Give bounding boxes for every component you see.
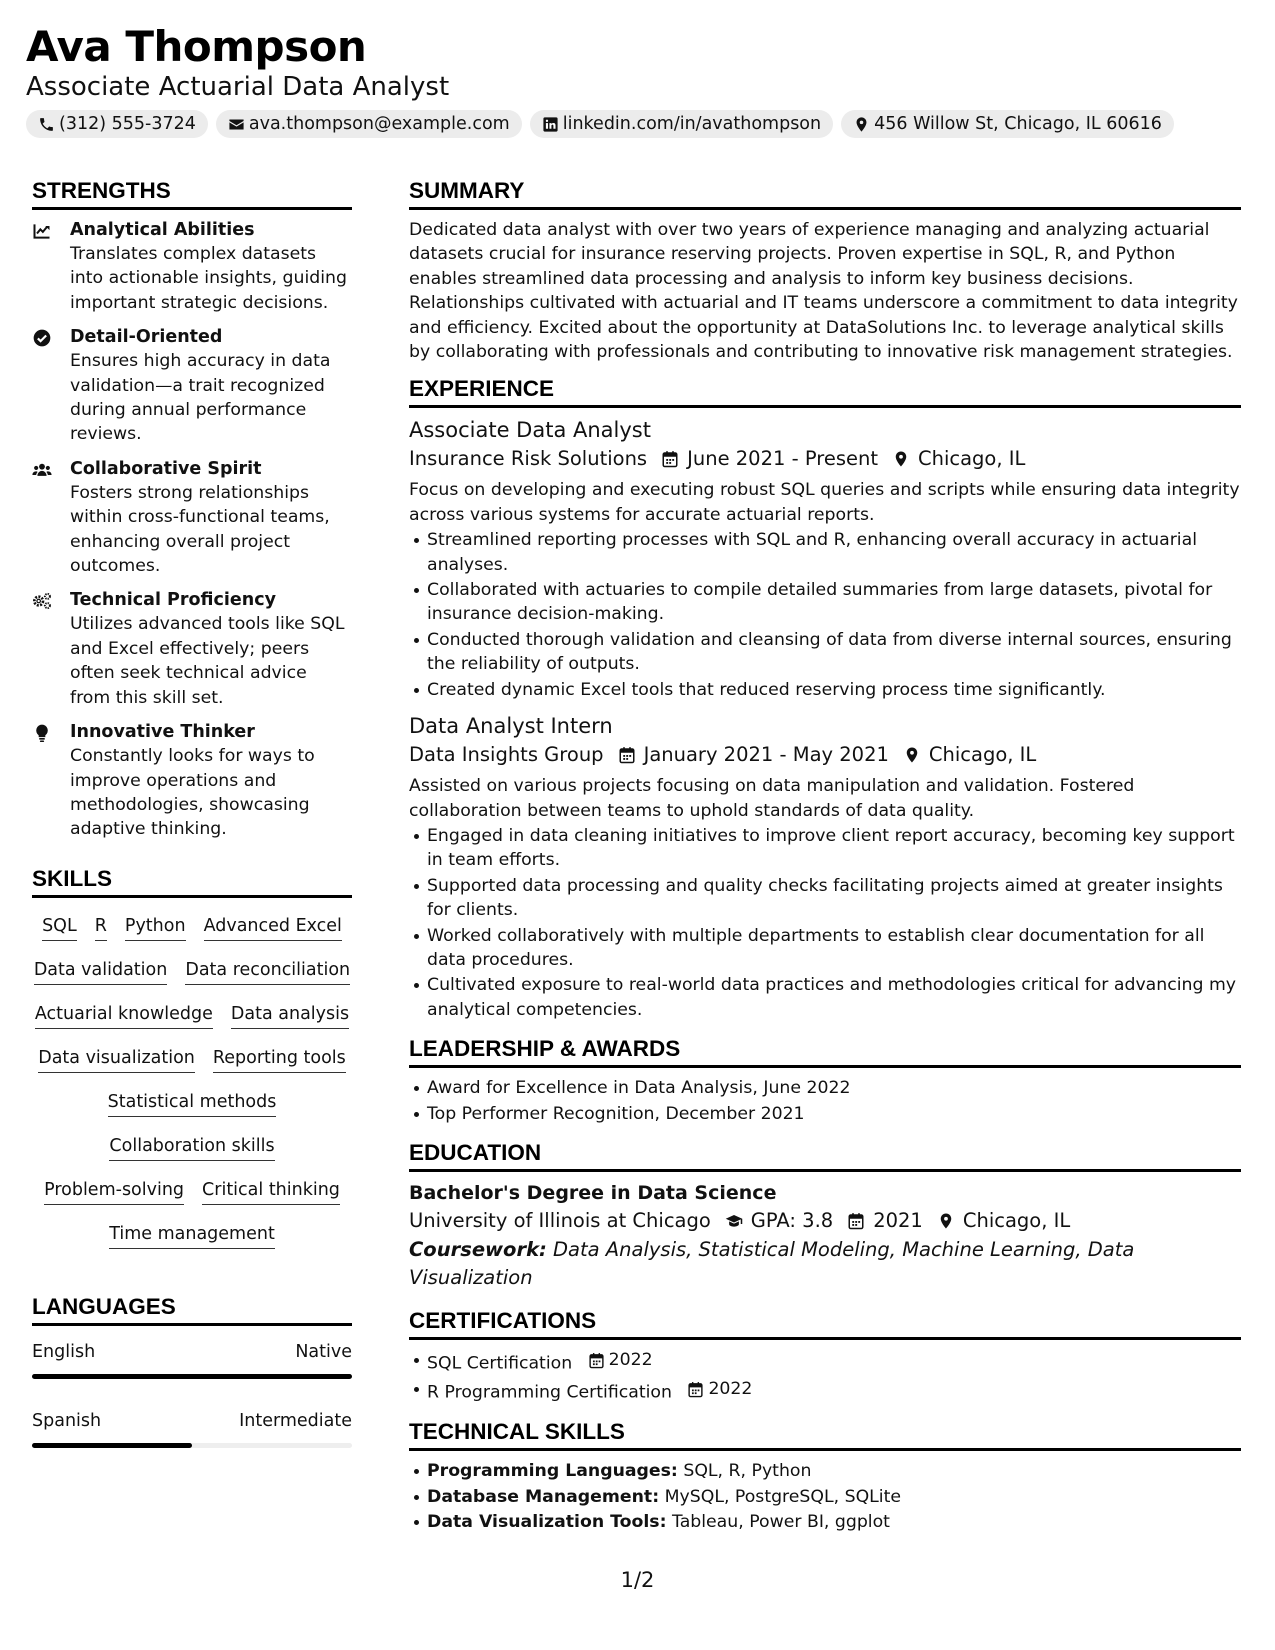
language-proficiency-fill: [32, 1443, 192, 1448]
award-item: Top Performer Recognition, December 2021: [427, 1102, 1241, 1126]
skill-tag: R: [95, 914, 107, 941]
skills-heading: SKILLS: [32, 864, 352, 898]
skill-tag: Data validation: [34, 958, 168, 985]
certification-item: [427, 1348, 1241, 1376]
education-heading: EDUCATION: [409, 1138, 1241, 1172]
job-bullet: Streamlined reporting processes with SQL and R, enhancing overall accuracy in actuarial analyses.: [427, 528, 1241, 577]
skill-tag: Problem-solving: [44, 1178, 184, 1205]
language-proficiency-bar: [32, 1443, 352, 1448]
job-entry: [409, 712, 1241, 1022]
job-bullet: Collaborated with actuaries to compile detailed summaries from large datasets, pivotal for insurance decision-making.: [427, 578, 1241, 627]
skill-tag: Reporting tools: [213, 1046, 346, 1073]
education-coursework: [409, 1236, 1241, 1292]
contact-email[interactable]: [216, 110, 522, 138]
education-year: 2021: [873, 1208, 923, 1232]
job-entry: [409, 416, 1241, 702]
technical-skill-item: [427, 1485, 1241, 1509]
summary-text: Dedicated data analyst with over two years of experience managing and analyzing actuarial datasets crucial for insurance reserving projects. Proven expertise in SQL, R, and Python enables streamlined data processing and analysis to inform key business decisions. Relationships cultivated with actuarial and IT teams underscore a commitment to data integrity and efficiency. Excited about the opportunity at DataSolutions Inc. to leverage analytical skills by collaborating with professionals and contributing to innovative risk management strategies.: [409, 220, 1238, 363]
job-dates: June 2021 - Present: [687, 447, 878, 471]
technical-skill-item: [427, 1510, 1241, 1534]
job-company: Data Insights Group: [409, 743, 604, 767]
language-proficiency-bar: [32, 1374, 352, 1379]
strength-item: [32, 457, 352, 579]
technical-skill-value: Tableau, Power BI, ggplot: [672, 1512, 890, 1532]
languages-heading: LANGUAGES: [32, 1292, 352, 1326]
contact-linkedin-text: linkedin.com/in/avathompson: [562, 114, 822, 134]
job-bullet: Worked collaboratively with multiple departments to establish clear documentation for all data procedures.: [427, 924, 1241, 973]
skill-tag: Time management: [109, 1222, 275, 1249]
strength-title: Analytical Abilities: [70, 220, 255, 240]
skills-list: [32, 906, 352, 1262]
strength-description: Fosters strong relationships within cross-functional teams, enhancing overall project outcomes.: [70, 482, 330, 577]
right-column: [409, 176, 1241, 1534]
strength-description: Constantly looks for ways to improve operations and methodologies, showcasing adaptive thinking.: [70, 746, 315, 840]
education-school: University of Illinois at Chicago: [409, 1208, 711, 1232]
users-icon: [32, 460, 52, 480]
contact-email-text: ava.thompson@example.com: [248, 114, 510, 134]
job-dates: January 2021 - May 2021: [643, 743, 889, 767]
calendar-icon: [661, 450, 679, 468]
education-meta: [409, 1206, 1241, 1236]
technical-skill-label: Programming Languages:: [427, 1461, 678, 1482]
job-company: Insurance Risk Solutions: [409, 447, 648, 471]
technical-skill-value: MySQL, PostgreSQL, SQLite: [664, 1486, 902, 1507]
candidate-name: Ava Thompson: [26, 22, 367, 71]
phone-icon: [38, 116, 55, 133]
language-item: [32, 1409, 352, 1448]
coursework-label: Coursework:: [409, 1237, 547, 1261]
map-pin-icon: [892, 450, 910, 468]
page-indicator: 1/2: [620, 1568, 655, 1592]
job-bullets: [427, 528, 1241, 702]
language-level: Intermediate: [239, 1410, 352, 1431]
job-role: Data Analyst Intern: [409, 714, 613, 739]
skill-tag: Data analysis: [231, 1002, 349, 1029]
job-role: Associate Data Analyst: [409, 418, 651, 443]
technical-skills-list: [427, 1459, 1241, 1534]
technical-skill-label: Database Management:: [427, 1486, 660, 1507]
check-circle-icon: [32, 328, 52, 348]
education-degree: Bachelor's Degree in Data Science: [409, 1181, 777, 1204]
job-meta: [409, 740, 1241, 770]
language-name: English: [32, 1341, 96, 1362]
certification-name: R Programming Certification: [427, 1382, 672, 1403]
map-pin-icon: [853, 116, 870, 133]
skill-tag: Statistical methods: [108, 1090, 277, 1117]
strength-description: Utilizes advanced tools like SQL and Excel effectively; peers often seek technical advice from this skill set.: [70, 614, 345, 708]
strength-item: [32, 588, 352, 710]
technical-skills-heading: TECHNICAL SKILLS: [409, 1417, 1241, 1451]
job-bullet: Supported data processing and quality checks facilitating projects aimed at greater insights for clients.: [427, 874, 1241, 923]
education-gpa: GPA: 3.8: [750, 1208, 834, 1232]
contact-phone-text: (312) 555-3724: [59, 114, 196, 134]
contact-address: [841, 110, 1174, 138]
job-bullet: Cultivated exposure to real-world data practices and methodologies critical for advancing my analytical competencies.: [427, 973, 1241, 1022]
strength-description: Translates complex datasets into actionable insights, guiding important strategic decisions.: [70, 244, 347, 313]
certification-name: SQL Certification: [427, 1353, 573, 1374]
job-location: Chicago, IL: [917, 447, 1026, 471]
skill-tag: Python: [125, 914, 186, 941]
map-pin-icon: [937, 1212, 955, 1230]
certifications-list: [427, 1348, 1241, 1405]
experience-heading: EXPERIENCE: [409, 374, 1241, 408]
envelope-icon: [228, 116, 245, 133]
strength-title: Collaborative Spirit: [70, 458, 262, 479]
strength-title: Detail-Oriented: [70, 327, 223, 348]
strength-item: [32, 720, 352, 842]
education-location: Chicago, IL: [962, 1208, 1071, 1232]
resume-header: [26, 22, 1256, 138]
education-entry: [409, 1180, 1241, 1292]
certification-year: 2022: [708, 1379, 753, 1400]
language-level: Native: [295, 1341, 352, 1362]
language-proficiency-fill: [32, 1374, 352, 1379]
strength-item: [32, 218, 352, 315]
leadership-list: [427, 1076, 1241, 1126]
chart-line-icon: [32, 221, 52, 241]
job-bullet: Engaged in data cleaning initiatives to improve client report accuracy, becoming key support in team efforts.: [427, 824, 1241, 873]
strength-item: [32, 325, 352, 447]
calendar-icon: [618, 746, 636, 764]
linkedin-icon: [542, 116, 559, 133]
calendar-icon: [847, 1212, 865, 1230]
lightbulb-icon: [32, 723, 52, 743]
strengths-heading: STRENGTHS: [32, 176, 352, 210]
map-pin-icon: [903, 746, 921, 764]
languages-list: [32, 1340, 352, 1448]
skill-tag: Data reconciliation: [185, 958, 350, 985]
strength-description: Ensures high accuracy in data validation—a trait recognized during annual performance reviews.: [70, 351, 331, 445]
skill-tag: SQL: [42, 914, 77, 941]
job-summary: Focus on developing and executing robust SQL queries and scripts while ensuring data integrity across various systems for accurate actuarial reports.: [409, 480, 1240, 525]
skill-tag: Data visualization: [38, 1046, 195, 1073]
job-bullet: Conducted thorough validation and cleansing of data from diverse internal sources, ensuring the reliability of outputs.: [427, 628, 1241, 677]
strength-title: Innovative Thinker: [70, 722, 255, 743]
technical-skill-item: [427, 1459, 1241, 1483]
coursework-list: Data Analysis, Statistical Modeling, Machine Learning, Data Visualization: [409, 1237, 1135, 1289]
certifications-heading: CERTIFICATIONS: [409, 1306, 1241, 1340]
award-item: Award for Excellence in Data Analysis, June 2022: [427, 1076, 1241, 1100]
contact-address-text: 456 Willow St, Chicago, IL 60616: [874, 114, 1162, 134]
skill-tag: Collaboration skills: [109, 1134, 274, 1161]
candidate-title: Associate Actuarial Data Analyst: [26, 72, 450, 102]
contact-bar: [26, 110, 1256, 138]
job-location: Chicago, IL: [928, 743, 1037, 767]
contact-linkedin[interactable]: [530, 110, 833, 138]
contact-phone[interactable]: [26, 110, 208, 138]
strengths-list: [32, 218, 352, 842]
job-bullet: Created dynamic Excel tools that reduced reserving process time significantly.: [427, 678, 1241, 702]
calendar-icon: [687, 1381, 704, 1398]
skill-tag: Advanced Excel: [204, 914, 342, 941]
gears-icon: [32, 591, 52, 611]
skill-tag: Actuarial knowledge: [35, 1002, 213, 1029]
job-summary: Assisted on various projects focusing on data manipulation and validation. Fostered collaboration between teams to uphold standards of data quality.: [409, 776, 1135, 821]
technical-skill-value: SQL, R, Python: [683, 1461, 812, 1482]
language-item: [32, 1340, 352, 1379]
job-bullets: [427, 824, 1241, 1022]
leadership-heading: LEADERSHIP & AWARDS: [409, 1034, 1241, 1068]
technical-skill-label: Data Visualization Tools:: [427, 1512, 667, 1532]
calendar-icon: [588, 1352, 605, 1369]
skill-tag: Critical thinking: [202, 1178, 340, 1205]
left-column: [32, 176, 352, 1448]
strength-title: Technical Proficiency: [70, 590, 276, 611]
summary-heading: SUMMARY: [409, 176, 1241, 210]
language-name: Spanish: [32, 1410, 102, 1431]
certification-year: 2022: [608, 1349, 653, 1370]
job-meta: [409, 444, 1241, 474]
graduation-cap-icon: [725, 1212, 743, 1230]
certification-item: [427, 1377, 1241, 1405]
